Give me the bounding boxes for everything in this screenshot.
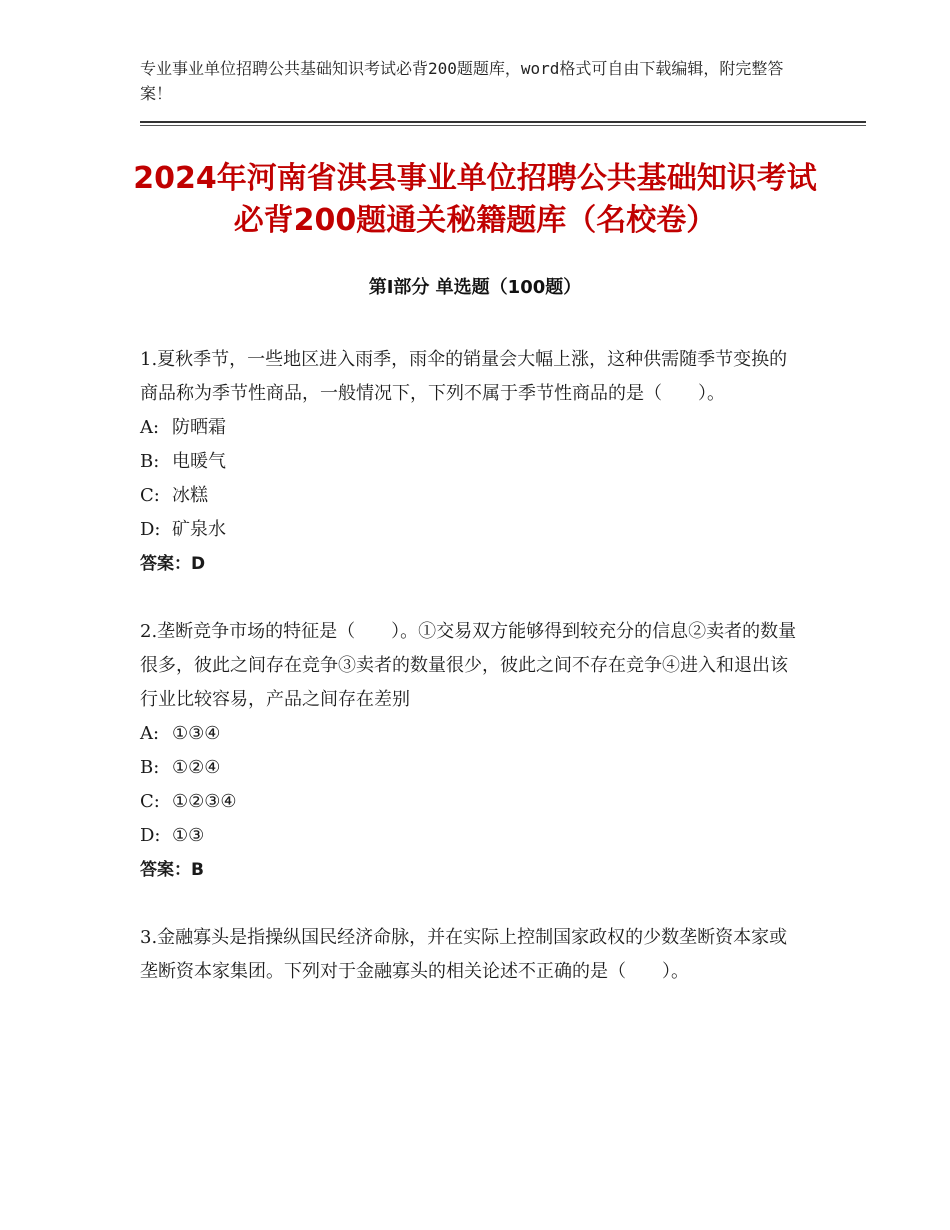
option-b	[140, 751, 800, 785]
answer-line: 答案：D	[140, 554, 206, 574]
option-key: C:	[140, 485, 160, 506]
header-divider-thick	[140, 121, 866, 123]
question-stem: 2.垄断竞争市场的特征是（ ）。①交易双方能够得到较充分的信息②卖者的数量很多，彼此之间存在竞争③卖者的数量很少，彼此之间不存在竞争④进入和退出该行业比较容易，产品之间存在差别	[140, 621, 797, 710]
question-3	[140, 921, 800, 989]
option-text: ①②③④	[172, 791, 237, 812]
document-title: 2024年河南省淇县事业单位招聘公共基础知识考试必背200题通关秘籍题库（名校卷）	[133, 161, 817, 238]
option-key: A:	[140, 723, 160, 744]
option-text: ①③	[172, 825, 205, 846]
option-c	[140, 785, 800, 819]
option-text: ①③④	[172, 723, 221, 744]
answer-line: 答案：B	[140, 860, 204, 880]
option-key: D:	[140, 825, 161, 846]
header-note: 专业事业单位招聘公共基础知识考试必背200题题库，word格式可自由下载编辑，附完整答案！	[140, 59, 784, 103]
option-key: B:	[140, 451, 160, 472]
question-stem: 3.金融寡头是指操纵国民经济命脉，并在实际上控制国家政权的少数垄断资本家或垄断资本家集团。下列对于金融寡头的相关论述不正确的是（ ）。	[140, 927, 788, 982]
option-text: 矿泉水	[172, 519, 226, 540]
option-c	[140, 479, 800, 513]
option-d	[140, 819, 800, 853]
option-text: 防晒霜	[172, 417, 226, 438]
option-key: B:	[140, 757, 160, 778]
option-key: A:	[140, 417, 160, 438]
question-list	[140, 343, 800, 1023]
option-text: 电暖气	[172, 451, 226, 472]
question-1	[140, 343, 800, 581]
option-key: C:	[140, 791, 160, 812]
question-2	[140, 615, 800, 887]
section-title: 第Ⅰ部分 单选题（100题）	[368, 277, 582, 298]
header-divider-thin	[140, 125, 866, 126]
option-key: D:	[140, 519, 161, 540]
option-b	[140, 445, 800, 479]
question-stem: 1.夏秋季节，一些地区进入雨季，雨伞的销量会大幅上涨，这种供需随季节变换的商品称为季节性商品，一般情况下，下列不属于季节性商品的是（ ）。	[140, 349, 788, 404]
option-d	[140, 513, 800, 547]
option-text: 冰糕	[172, 485, 208, 506]
option-a	[140, 717, 800, 751]
option-a	[140, 411, 800, 445]
option-text: ①②④	[172, 757, 221, 778]
